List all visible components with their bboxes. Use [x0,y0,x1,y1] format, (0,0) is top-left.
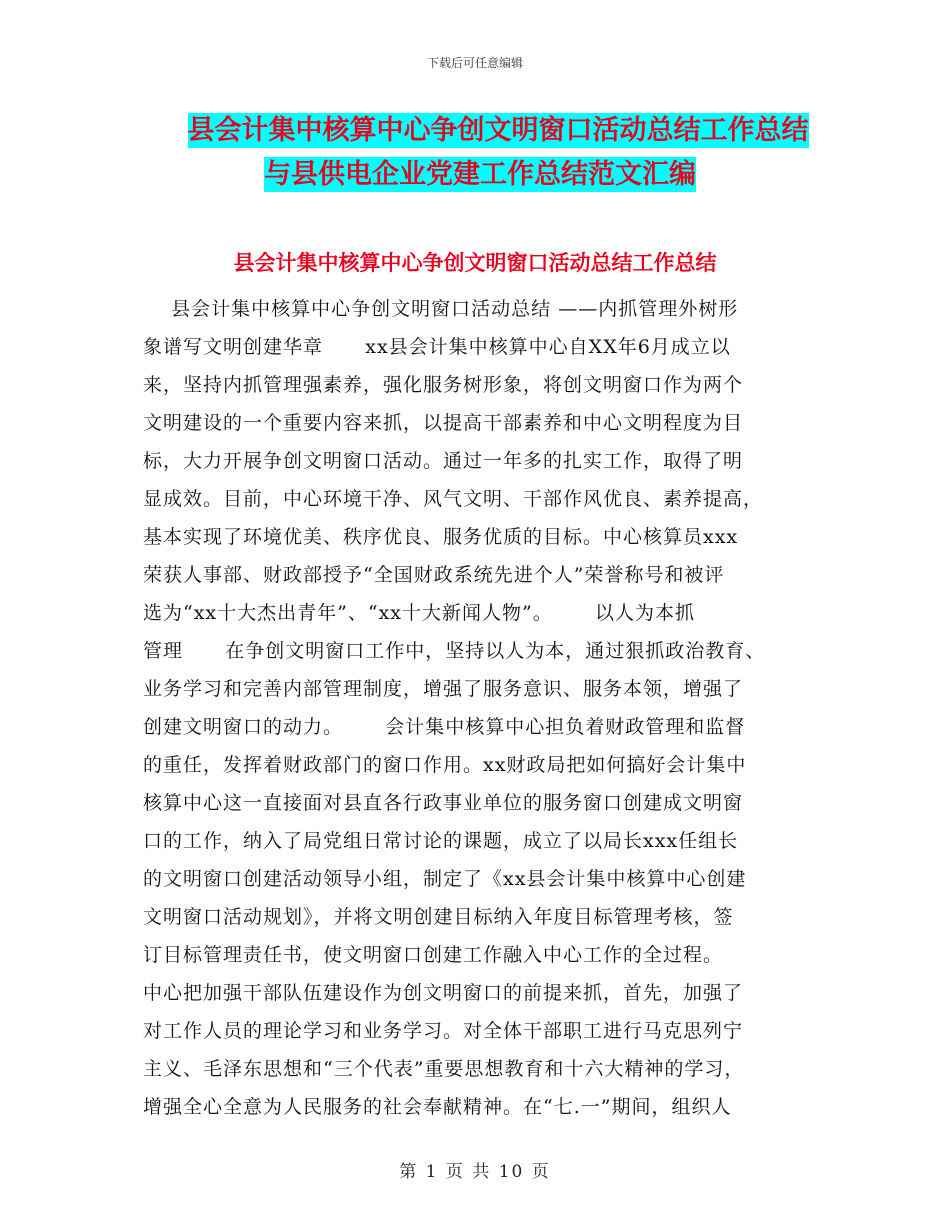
body-text [143,290,813,1126]
text-line: 管理 在争创文明窗口工作中，坚持以人为本，通过狠抓政治教育、 [143,640,766,662]
text-line: 业务学习和完善内部管理制度，增强了服务意识、服务本领，增强了 [143,678,744,700]
text-line: 荣获人事部、财政部授予“全国财政系统先进个人”荣誉称号和被评 [143,564,725,586]
text-line: 口的工作，纳入了局党组日常讨论的课题，成立了以局长xxx任组长 [143,830,739,852]
section-title: 县会计集中核算中心争创文明窗口活动总结工作总结 [233,251,717,275]
header-note: 下载后可任意编辑 [426,56,523,70]
text-line: 显成效。目前，中心环境干净、风气文明、干部作风优良、素养提高， [143,488,764,510]
document-title-line-2 [0,155,950,195]
text-line: 文明窗口活动规划》，并将文明创建目标纳入年度目标管理考核，签 [143,906,734,928]
text-line: 来，坚持内抓管理强素养，强化服务树形象，将创文明窗口作为两个 [143,374,744,396]
text-line: 选为“xx十大杰出青年”、“xx十大新闻人物”。 以人为本抓 [143,602,695,624]
text-line: 基本实现了环境优美、秩序优良、服务优质的目标。中心核算员xxx [143,526,739,548]
text-line: 的文明窗口创建活动领导小组，制定了《xx县会计集中核算中心创建 [143,868,747,890]
page-number-footer: 第 1 页 共 10 页 [399,1162,551,1182]
text-line: 象谱写文明创建华章 xx县会计集中核算中心自XX年6月成立以 [143,336,731,358]
text-line: 的重任，发挥着财政部门的窗口作用。xx财政局把如何搞好会计集中 [143,754,747,776]
document-title-line-1-text: 县会计集中核算中心争创文明窗口活动总结工作总结 [187,115,809,146]
text-line: 标，大力开展争创文明窗口活动。通过一年多的扎实工作，取得了明 [143,450,744,472]
text-line: 增强全心全意为人民服务的社会奉献精神。在“七.一”期间，组织人 [143,1096,732,1118]
text-line: 创建文明窗口的动力。 会计集中核算中心担负着财政管理和监督 [143,716,746,738]
document-title-line-1 [0,111,950,151]
document-title-line-2-text: 与县供电企业党建工作总结范文汇编 [264,159,696,190]
text-line: 订目标管理责任书，使文明窗口创建工作融入中心工作的全过程。 [143,944,724,966]
text-line: 对工作人员的理论学习和业务学习。对全体干部职工进行马克思列宁 [143,1020,744,1042]
text-line: 文明建设的一个重要内容来抓，以提高干部素养和中心文明程度为目 [143,412,744,434]
text-line: 主义、毛泽东思想和“三个代表”重要思想教育和十六大精神的学习， [143,1058,745,1080]
text-line: 中心把加强干部队伍建设作为创文明窗口的前提来抓，首先，加强了 [143,982,744,1004]
text-line: 县会计集中核算中心争创文明窗口活动总结 ——内抓管理外树形 [143,298,739,320]
text-line: 核算中心这一直接面对县直各行政事业单位的服务窗口创建成文明窗 [143,792,744,814]
